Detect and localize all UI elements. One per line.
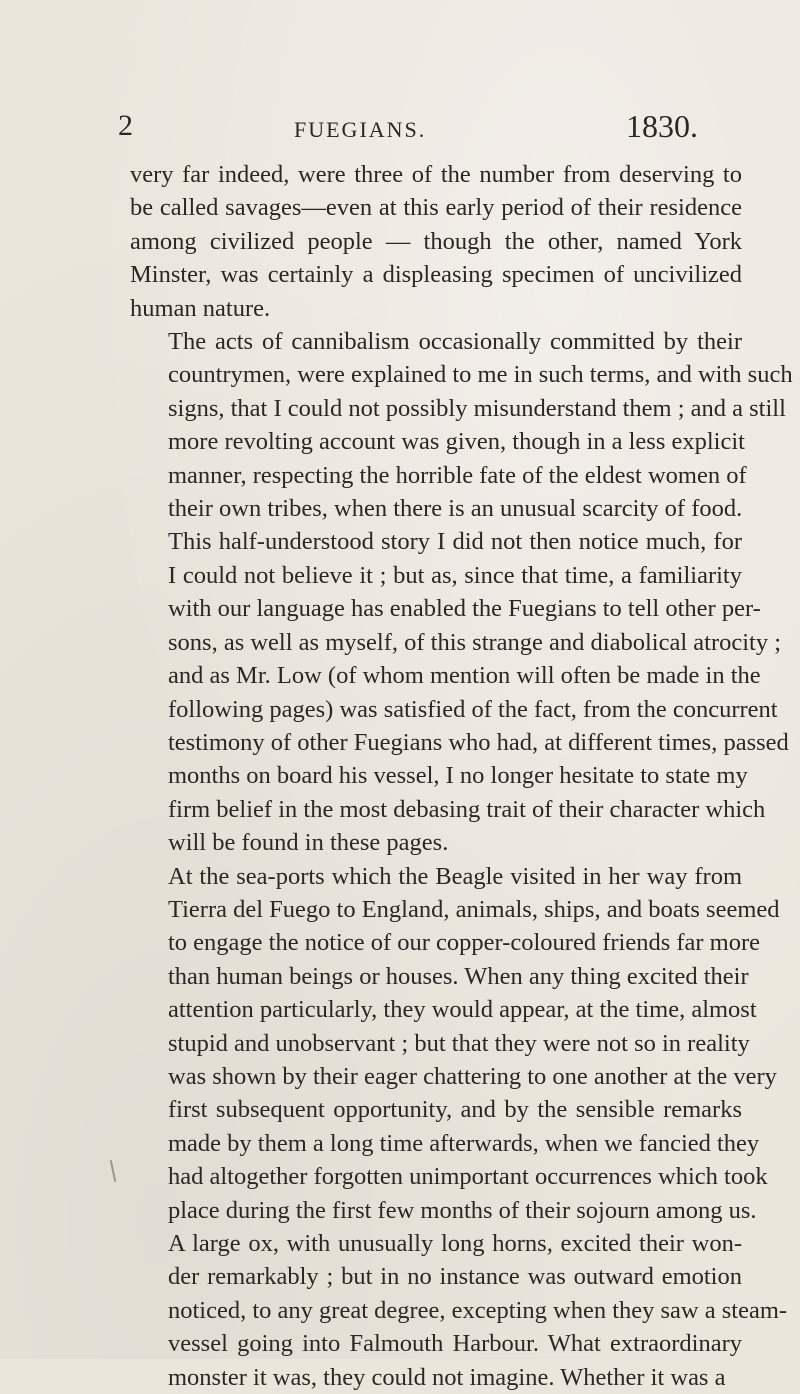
text-line: noticed, to any great degree, excepting when they saw a steam-: [168, 1296, 788, 1324]
text-line: their own tribes, when there is an unusual scarcity of food.: [168, 495, 743, 523]
text-line: very far indeed, were three of the number from deserving to: [130, 161, 742, 188]
text-line: human nature.: [130, 294, 271, 322]
text-line: A large ox, with unusually long horns, excited their won-: [168, 1230, 742, 1257]
text-line: attention particularly, they would appear, at the time, almost: [168, 996, 757, 1024]
text-line: following pages) was satisfied of the fact, from the concurrent: [168, 695, 778, 723]
text-line: vessel going into Falmouth Harbour. What extraordinary: [168, 1330, 742, 1358]
body-text: [130, 158, 793, 1394]
text-line: signs, that I could not possibly misunderstand them ; and a still: [168, 394, 786, 422]
text-line: made by them a long time afterwards, when we fancied they: [168, 1129, 760, 1157]
text-line: among civilized people — though the other, named York: [130, 227, 742, 255]
text-line: be called savages—even at this early period of their residence: [130, 194, 742, 222]
text-line: monster it was, they could not imagine. Whether it was a: [168, 1363, 726, 1391]
text-line: more revolting account was given, though in a less explicit: [168, 428, 745, 456]
paragraph: [130, 860, 780, 1227]
text-line: stupid and unobservant ; but that they were not so in reality: [168, 1029, 750, 1057]
text-line: sons, as well as myself, of this strange and diabolical atrocity ;: [168, 628, 782, 656]
header-year: 1830.: [626, 108, 698, 144]
text-line: was shown by their eager chattering to one another at the very: [168, 1062, 777, 1090]
paragraph: [130, 525, 789, 859]
running-head: FUEGIANS.: [294, 117, 427, 142]
text-line: Minster, was certainly a displeasing specimen of uncivilized: [130, 261, 742, 289]
text-line: der remarkably ; but in no instance was outward emotion: [168, 1263, 742, 1291]
text-line: months on board his vessel, I no longer hesitate to state my: [168, 762, 748, 790]
text-line: first subsequent opportunity, and by the sensible remarks: [168, 1096, 742, 1124]
text-line: countrymen, were explained to me in such terms, and with such: [168, 361, 793, 389]
text-line: testimony of other Fuegians who had, at different times, passed: [168, 728, 789, 756]
text-line: place during the first few months of their sojourn among us.: [168, 1196, 757, 1224]
paragraph: [130, 325, 793, 525]
text-line: I could not believe it ; but as, since that time, a familiarity: [168, 561, 742, 589]
text-line: This half-understood story I did not then notice much, for: [168, 528, 742, 556]
paragraph: [130, 1227, 788, 1394]
text-line: firm belief in the most debasing trait of their character which: [168, 795, 766, 823]
paragraph: [130, 158, 742, 325]
text-line: The acts of cannibalism occasionally committed by their: [168, 328, 742, 356]
text-line: and as Mr. Low (of whom mention will often be made in the: [168, 662, 761, 690]
text-line: to engage the notice of our copper-coloured friends far more: [168, 929, 761, 957]
text-line: will be found in these pages.: [168, 829, 449, 857]
margin-mark: [110, 1160, 117, 1182]
text-line: manner, respecting the horrible fate of the eldest women of: [168, 461, 747, 489]
text-line: with our language has enabled the Fuegians to tell other per-: [168, 595, 761, 623]
text-line: At the sea-ports which the Beagle visited in her way from: [168, 862, 742, 890]
text-line: Tierra del Fuego to England, animals, ships, and boats seemed: [168, 895, 780, 923]
page-number: 2: [118, 109, 133, 142]
text-line: had altogether forgotten unimportant occurrences which took: [168, 1163, 768, 1191]
page-header: [0, 108, 800, 148]
text-line: than human beings or houses. When any thing excited their: [168, 962, 749, 990]
